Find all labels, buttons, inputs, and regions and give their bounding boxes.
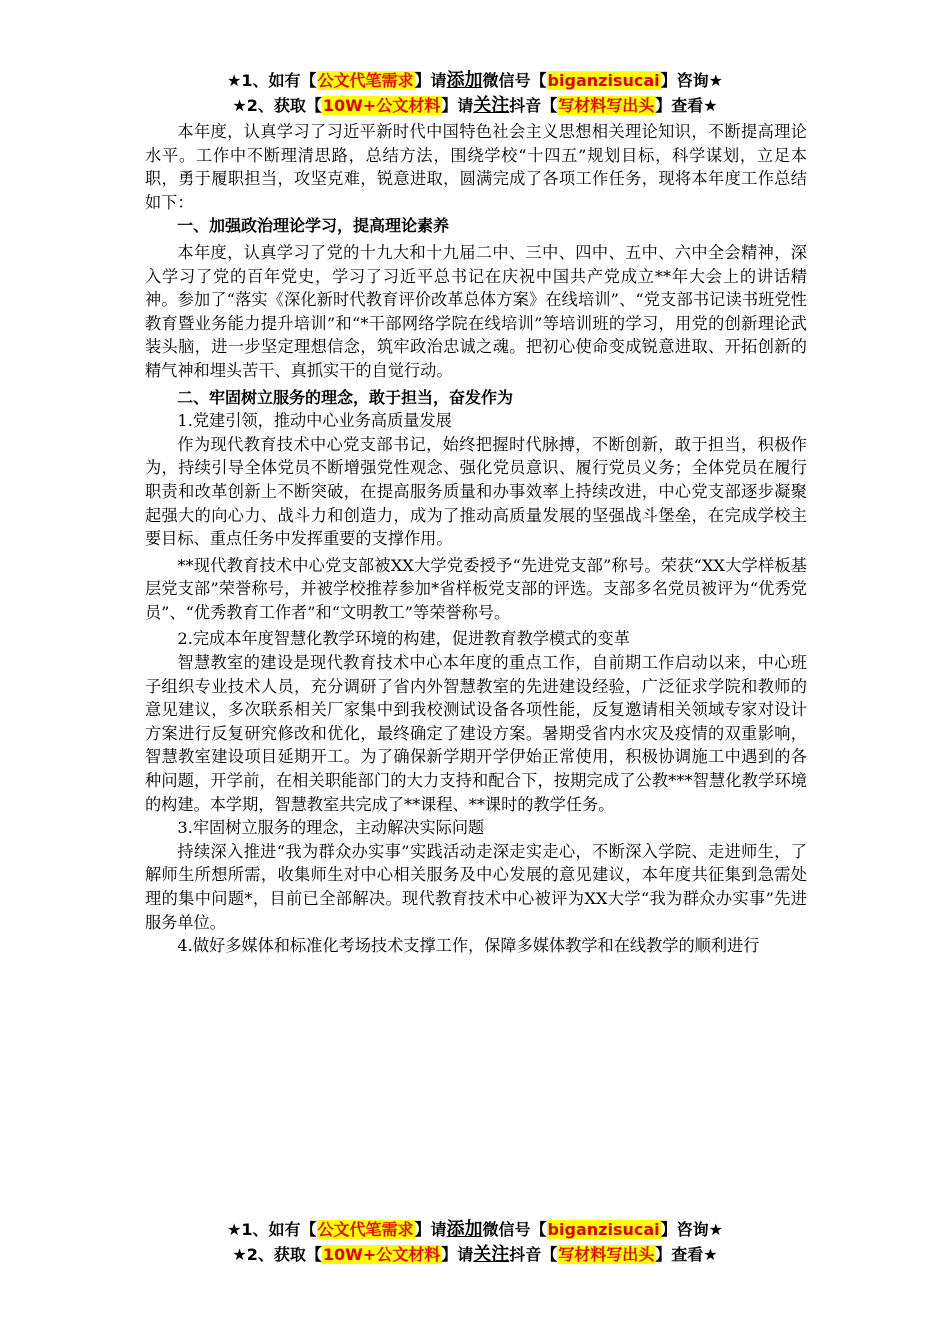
subheading-2: 2.完成本年度智慧化教学环境的构建，促进教育教学模式的变革: [177, 629, 630, 649]
section-heading-2: 二、牢固树立服务的理念，敢于担当，奋发作为: [177, 387, 514, 407]
paragraph: 持续深入推进“我为群众办实事”实践活动走深走实走心，不断深入学院、走进师生，了解师生所想所需，收集师生对中心相关服务及中心发展的意见建议，本年度共征集到急需处理的集中问题*，目前已全部解决。现代教育技术中心被评为XX大学“我为群众办实事”先进服务单位。: [145, 841, 807, 932]
subheading-4: 4.做好多媒体和标准化考场技术支撑工作，保障多媒体教学和在线教学的顺利进行: [177, 936, 760, 956]
section-heading-1: 一、加强政治理论学习，提高理论素养: [177, 216, 450, 236]
subheading-3: 3.牢固树立服务的理念，主动解决实际问题: [177, 818, 485, 838]
banner-line-2: ★2、获取【10W+公文材料】请关注抖音【写材料写出头】查看★: [232, 1244, 718, 1265]
top-banner: [0, 68, 950, 118]
highlight-materials: 10W+公文材料: [322, 1245, 441, 1264]
document-body: [145, 120, 807, 958]
highlight-service: 公文代笔需求: [317, 71, 414, 90]
intro-paragraph: 本年度，认真学习了习近平新时代中国特色社会主义思想相关理论知识，不断提高理论水平。工作中不断理清思路，总结方法，围绕学校“十四五”规划目标，科学谋划，立足本职，勇于履职担当，攻坚克难，锐意进取，圆满完成了各项工作任务，现将本年度工作总结如下：: [145, 122, 807, 212]
highlight-wechat-id: biganzisucai: [547, 1220, 660, 1239]
subheading-1: 1.党建引领，推动中心业务高质量发展: [177, 411, 452, 431]
banner-line-2: ★2、获取【10W+公文材料】请关注抖音【写材料写出头】查看★: [232, 95, 718, 116]
highlight-douyin: 写材料写出头: [558, 1245, 655, 1264]
bottom-banner: [0, 1217, 950, 1267]
highlight-service: 公文代笔需求: [317, 1220, 414, 1239]
highlight-douyin: 写材料写出头: [558, 96, 655, 115]
highlight-materials: 10W+公文材料: [322, 96, 441, 115]
paragraph: **现代教育技术中心党支部被XX大学党委授予“先进党支部”称号。荣获“XX大学样板基层党支部”荣誉称号，并被学校推荐参加*省样板党支部的评选。支部多名党员被评为“优秀党员”、“优秀教育工作者”和“文明教工”等荣誉称号。: [145, 555, 807, 622]
banner-line-1: ★1、如有【公文代笔需求】请添加微信号【biganzisucai】咨询★: [227, 70, 723, 91]
paragraph: 本年度，认真学习了党的十九大和十九届二中、三中、四中、五中、六中全会精神，深入学习了党的百年党史，学习了习近平总书记在庆祝中国共产党成立**年大会上的讲话精神。参加了“落实《深化新时代教育评价改革总体方案》在线培训”、“党支部书记读书班党性教育暨业务能力提升培训”和“*干部网络学院在线培训”等培训班的学习，用党的创新理论武装头脑，进一步坚定理想信念，筑牢政治忠诚之魂。把初心使命变成锐意进取、开拓创新的精气神和埋头苦干、真抓实干的自觉行动。: [145, 242, 807, 380]
banner-line-1: ★1、如有【公文代笔需求】请添加微信号【biganzisucai】咨询★: [227, 1219, 723, 1240]
paragraph: 作为现代教育技术中心党支部书记，始终把握时代脉搏，不断创新，敢于担当，积极作为，持续引导全体党员不断增强党性观念、强化党员意识、履行党员义务；全体党员在履行职责和改革创新上不断突破，在提高服务质量和办事效率上持续改进，中心党支部逐步凝聚起强大的向心力、战斗力和创造力，成为了推动高质量发展的坚强战斗堡垒，在完成学校主要目标、重点任务中发挥重要的支撑作用。: [145, 434, 807, 549]
paragraph: 智慧教室的建设是现代教育技术中心本年度的重点工作，自前期工作启动以来，中心班子组织专业技术人员，充分调研了省内外智慧教室的先进建设经验，广泛征求学院和教师的意见建议，多次联系相关厂家集中到我校测试设备各项性能，反复邀请相关领域专家对设计方案进行反复研究修改和优化，最终确定了建设方案。暑期受省内水灾及疫情的双重影响，智慧教室建设项目延期开工。为了确保新学期开学伊始正常使用，积极协调施工中遇到的各种问题，开学前，在相关职能部门的大力支持和配合下，按期完成了公教***智慧化教学环境的构建。本学期，智慧教室共完成了**课程、**课时的教学任务。: [145, 653, 807, 814]
highlight-wechat-id: biganzisucai: [547, 71, 660, 90]
